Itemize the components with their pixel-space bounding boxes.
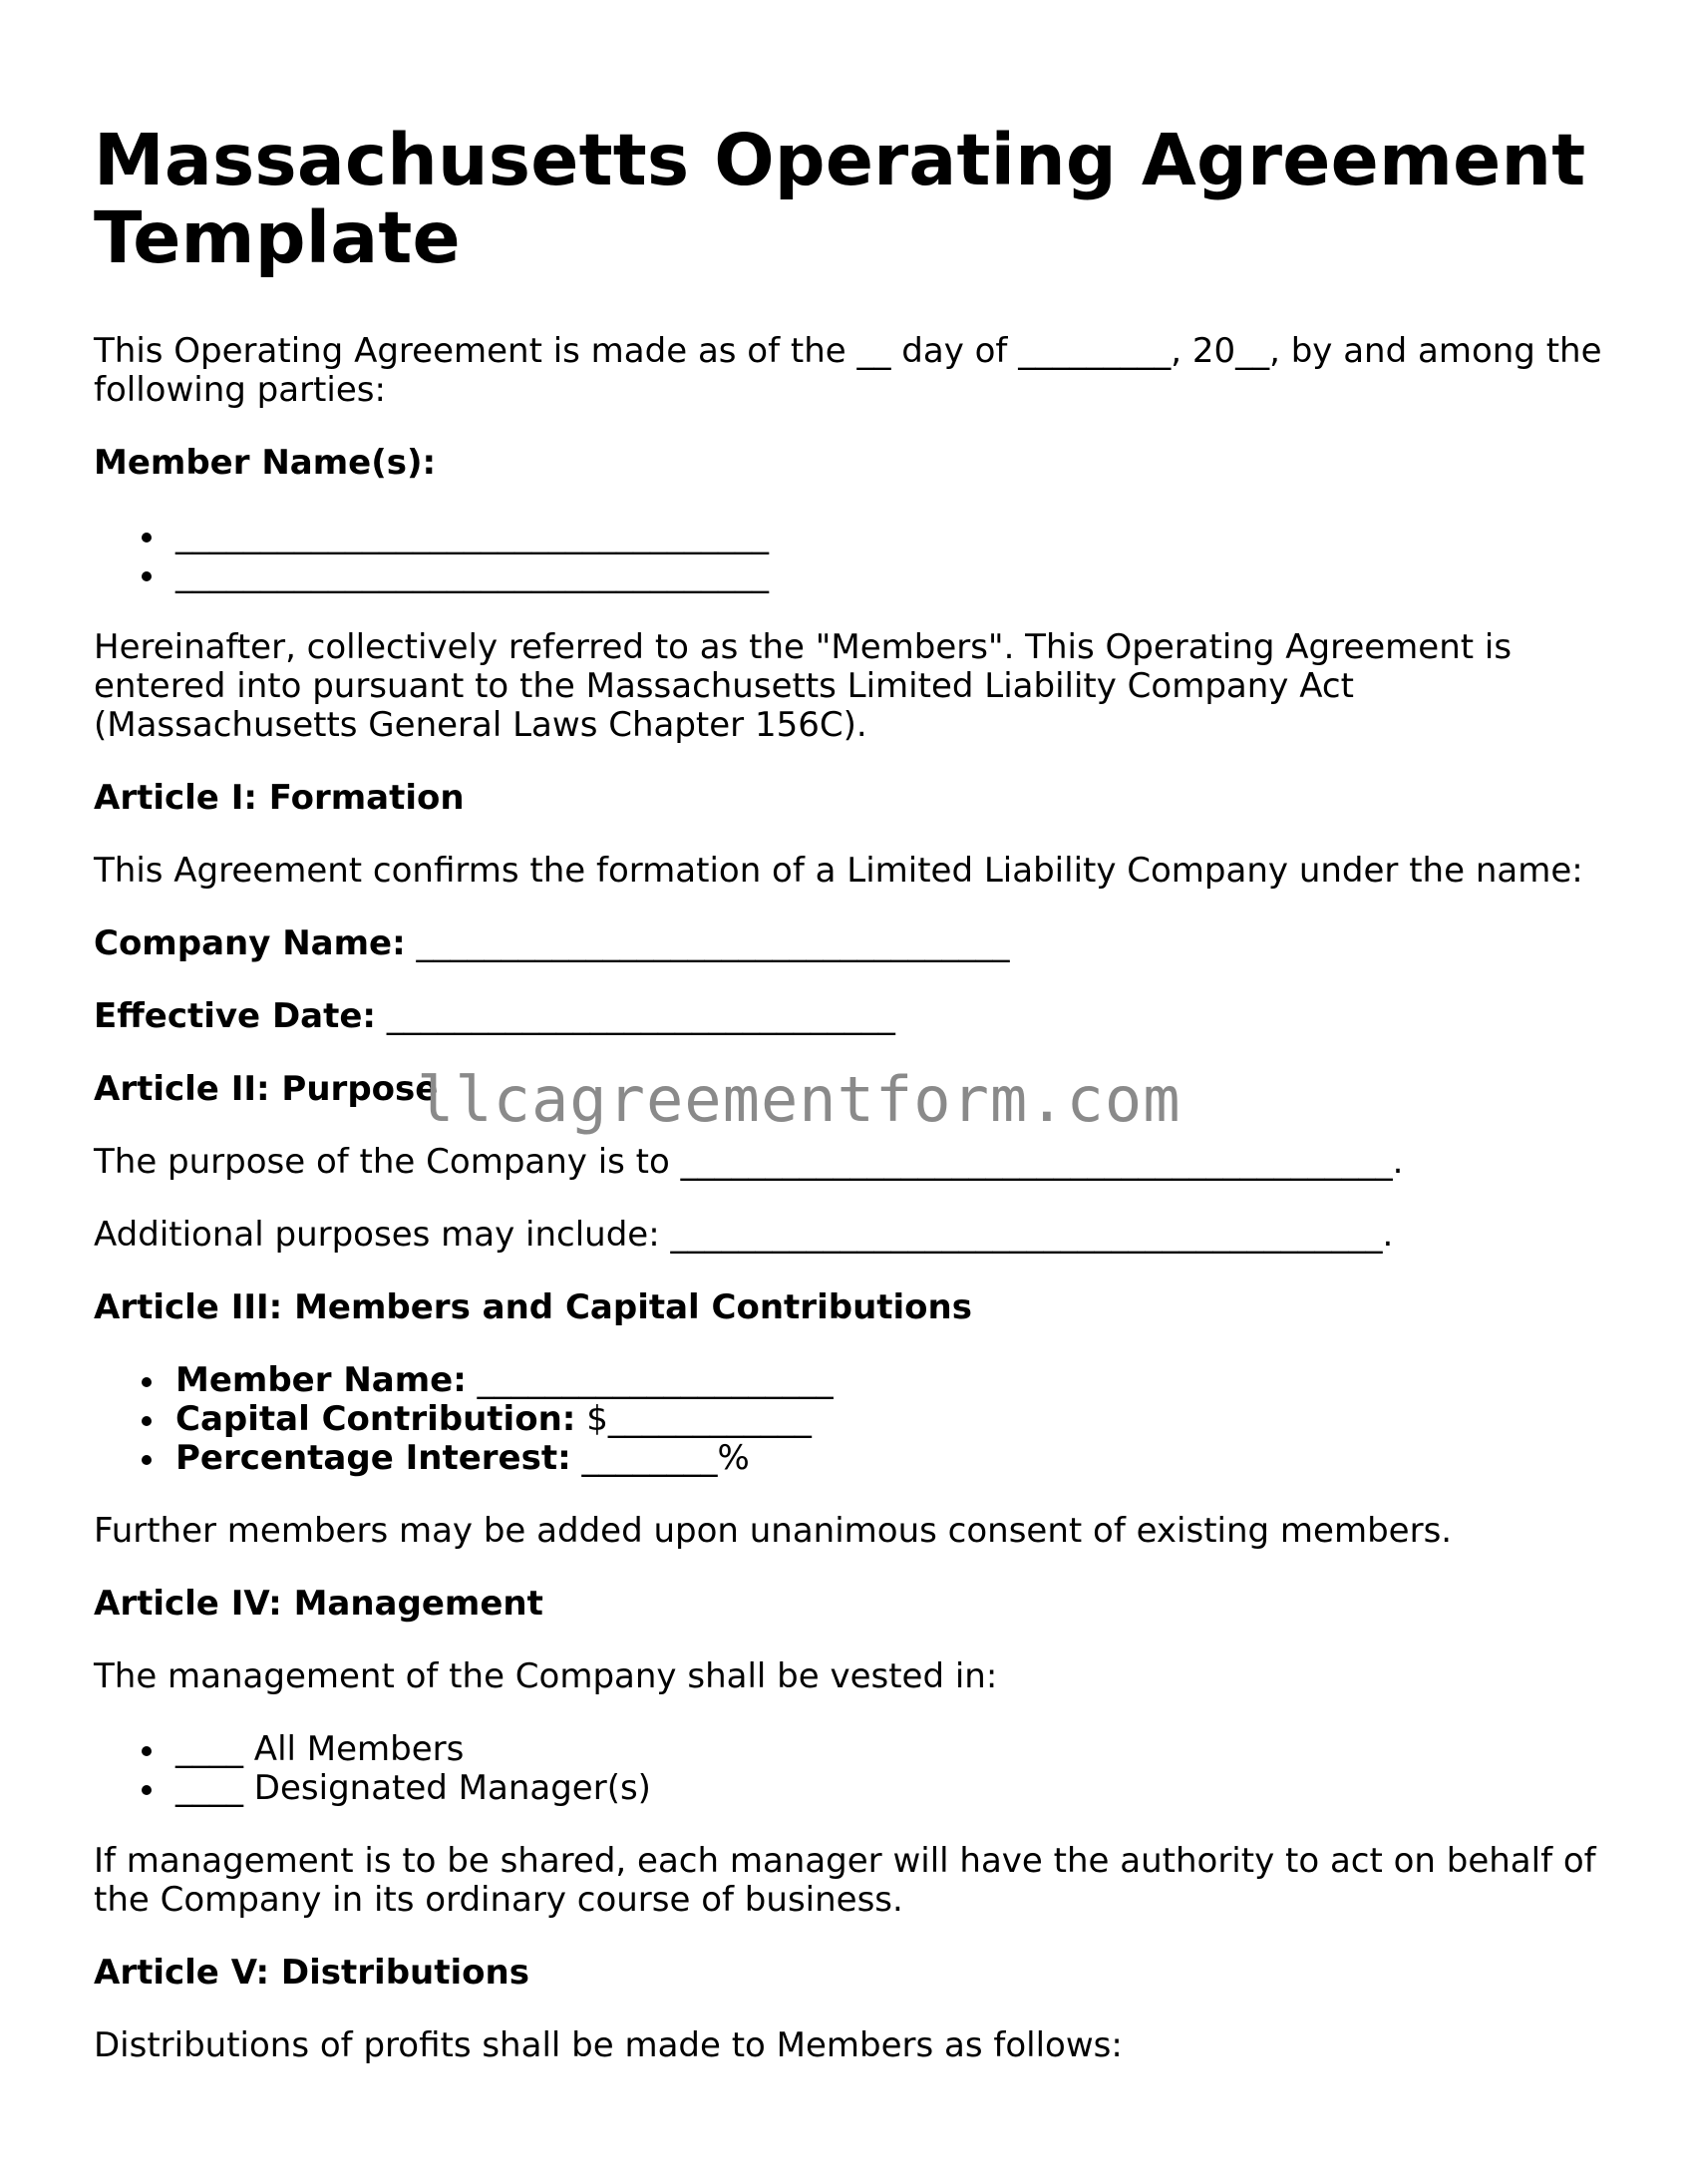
member-name-label: Member Name: — [175, 1360, 467, 1400]
article-5-heading: Article V: Distributions — [94, 1953, 529, 1993]
member-name-blank-1: ___________________________________ — [175, 517, 1609, 555]
document-page — [94, 0, 1609, 2065]
percentage-interest-value: ________% — [581, 1438, 750, 1478]
article-1-text: This Agreement confirms the formation of a Limited Liability Company under the name: — [94, 851, 1583, 891]
capital-contribution-item — [175, 1400, 1609, 1439]
hereinafter-paragraph: Hereinafter, collectively referred to as the "Members". This Operating Agreement is entered into pursuant to the Massachusetts Limited Liability Company Act (Massachusetts General Laws Chapter 156C). — [94, 627, 1513, 745]
company-name-label: Company Name: — [94, 923, 406, 963]
management-option-managers: ____ Designated Manager(s) — [175, 1769, 1609, 1808]
capital-contribution-value: $____________ — [586, 1399, 812, 1439]
article-3-heading: Article III: Members and Capital Contributions — [94, 1287, 972, 1327]
article-5-text: Distributions of profits shall be made to Members as follows: — [94, 2025, 1123, 2065]
effective-date-blank: ______________________________ — [386, 996, 895, 1036]
member-names-list — [94, 517, 1609, 594]
watermark: llcagreementform.com — [417, 1063, 1181, 1136]
member-names-heading: Member Name(s): — [94, 443, 437, 483]
management-options-list — [94, 1730, 1609, 1808]
article-2-heading: Article II: Purpose — [94, 1069, 439, 1109]
management-option-all-members: ____ All Members — [175, 1730, 1609, 1769]
further-members-paragraph: Further members may be added upon unanimous consent of existing members. — [94, 1511, 1453, 1551]
company-name-blank: ___________________________________ — [416, 923, 1010, 963]
effective-date-line — [94, 997, 1609, 1036]
percentage-interest-item — [175, 1439, 1609, 1478]
member-name-value: _____________________ — [477, 1360, 834, 1400]
additional-purposes-line: Additional purposes may include: __________________________________________. — [94, 1215, 1394, 1255]
percentage-interest-label: Percentage Interest: — [175, 1438, 571, 1478]
member-contribution-list — [94, 1361, 1609, 1478]
article-1-heading: Article I: Formation — [94, 778, 465, 818]
shared-management-paragraph: If management is to be shared, each manager will have the authority to act on behalf of the Company in its ordinary course of business. — [94, 1841, 1596, 1920]
article-4-text: The management of the Company shall be vested in: — [94, 1656, 998, 1696]
article-4-heading: Article IV: Management — [94, 1584, 543, 1624]
member-name-item — [175, 1361, 1609, 1400]
intro-paragraph: This Operating Agreement is made as of the __ day of _________, 20__, by and among the following parties: — [94, 331, 1602, 410]
capital-contribution-label: Capital Contribution: — [175, 1399, 576, 1439]
purpose-line: The purpose of the Company is to __________________________________________. — [94, 1142, 1404, 1182]
company-name-line — [94, 924, 1609, 963]
effective-date-label: Effective Date: — [94, 996, 377, 1036]
member-name-blank-2: ___________________________________ — [175, 555, 1609, 594]
page-title: Massachusetts Operating Agreement Template — [94, 119, 1586, 279]
